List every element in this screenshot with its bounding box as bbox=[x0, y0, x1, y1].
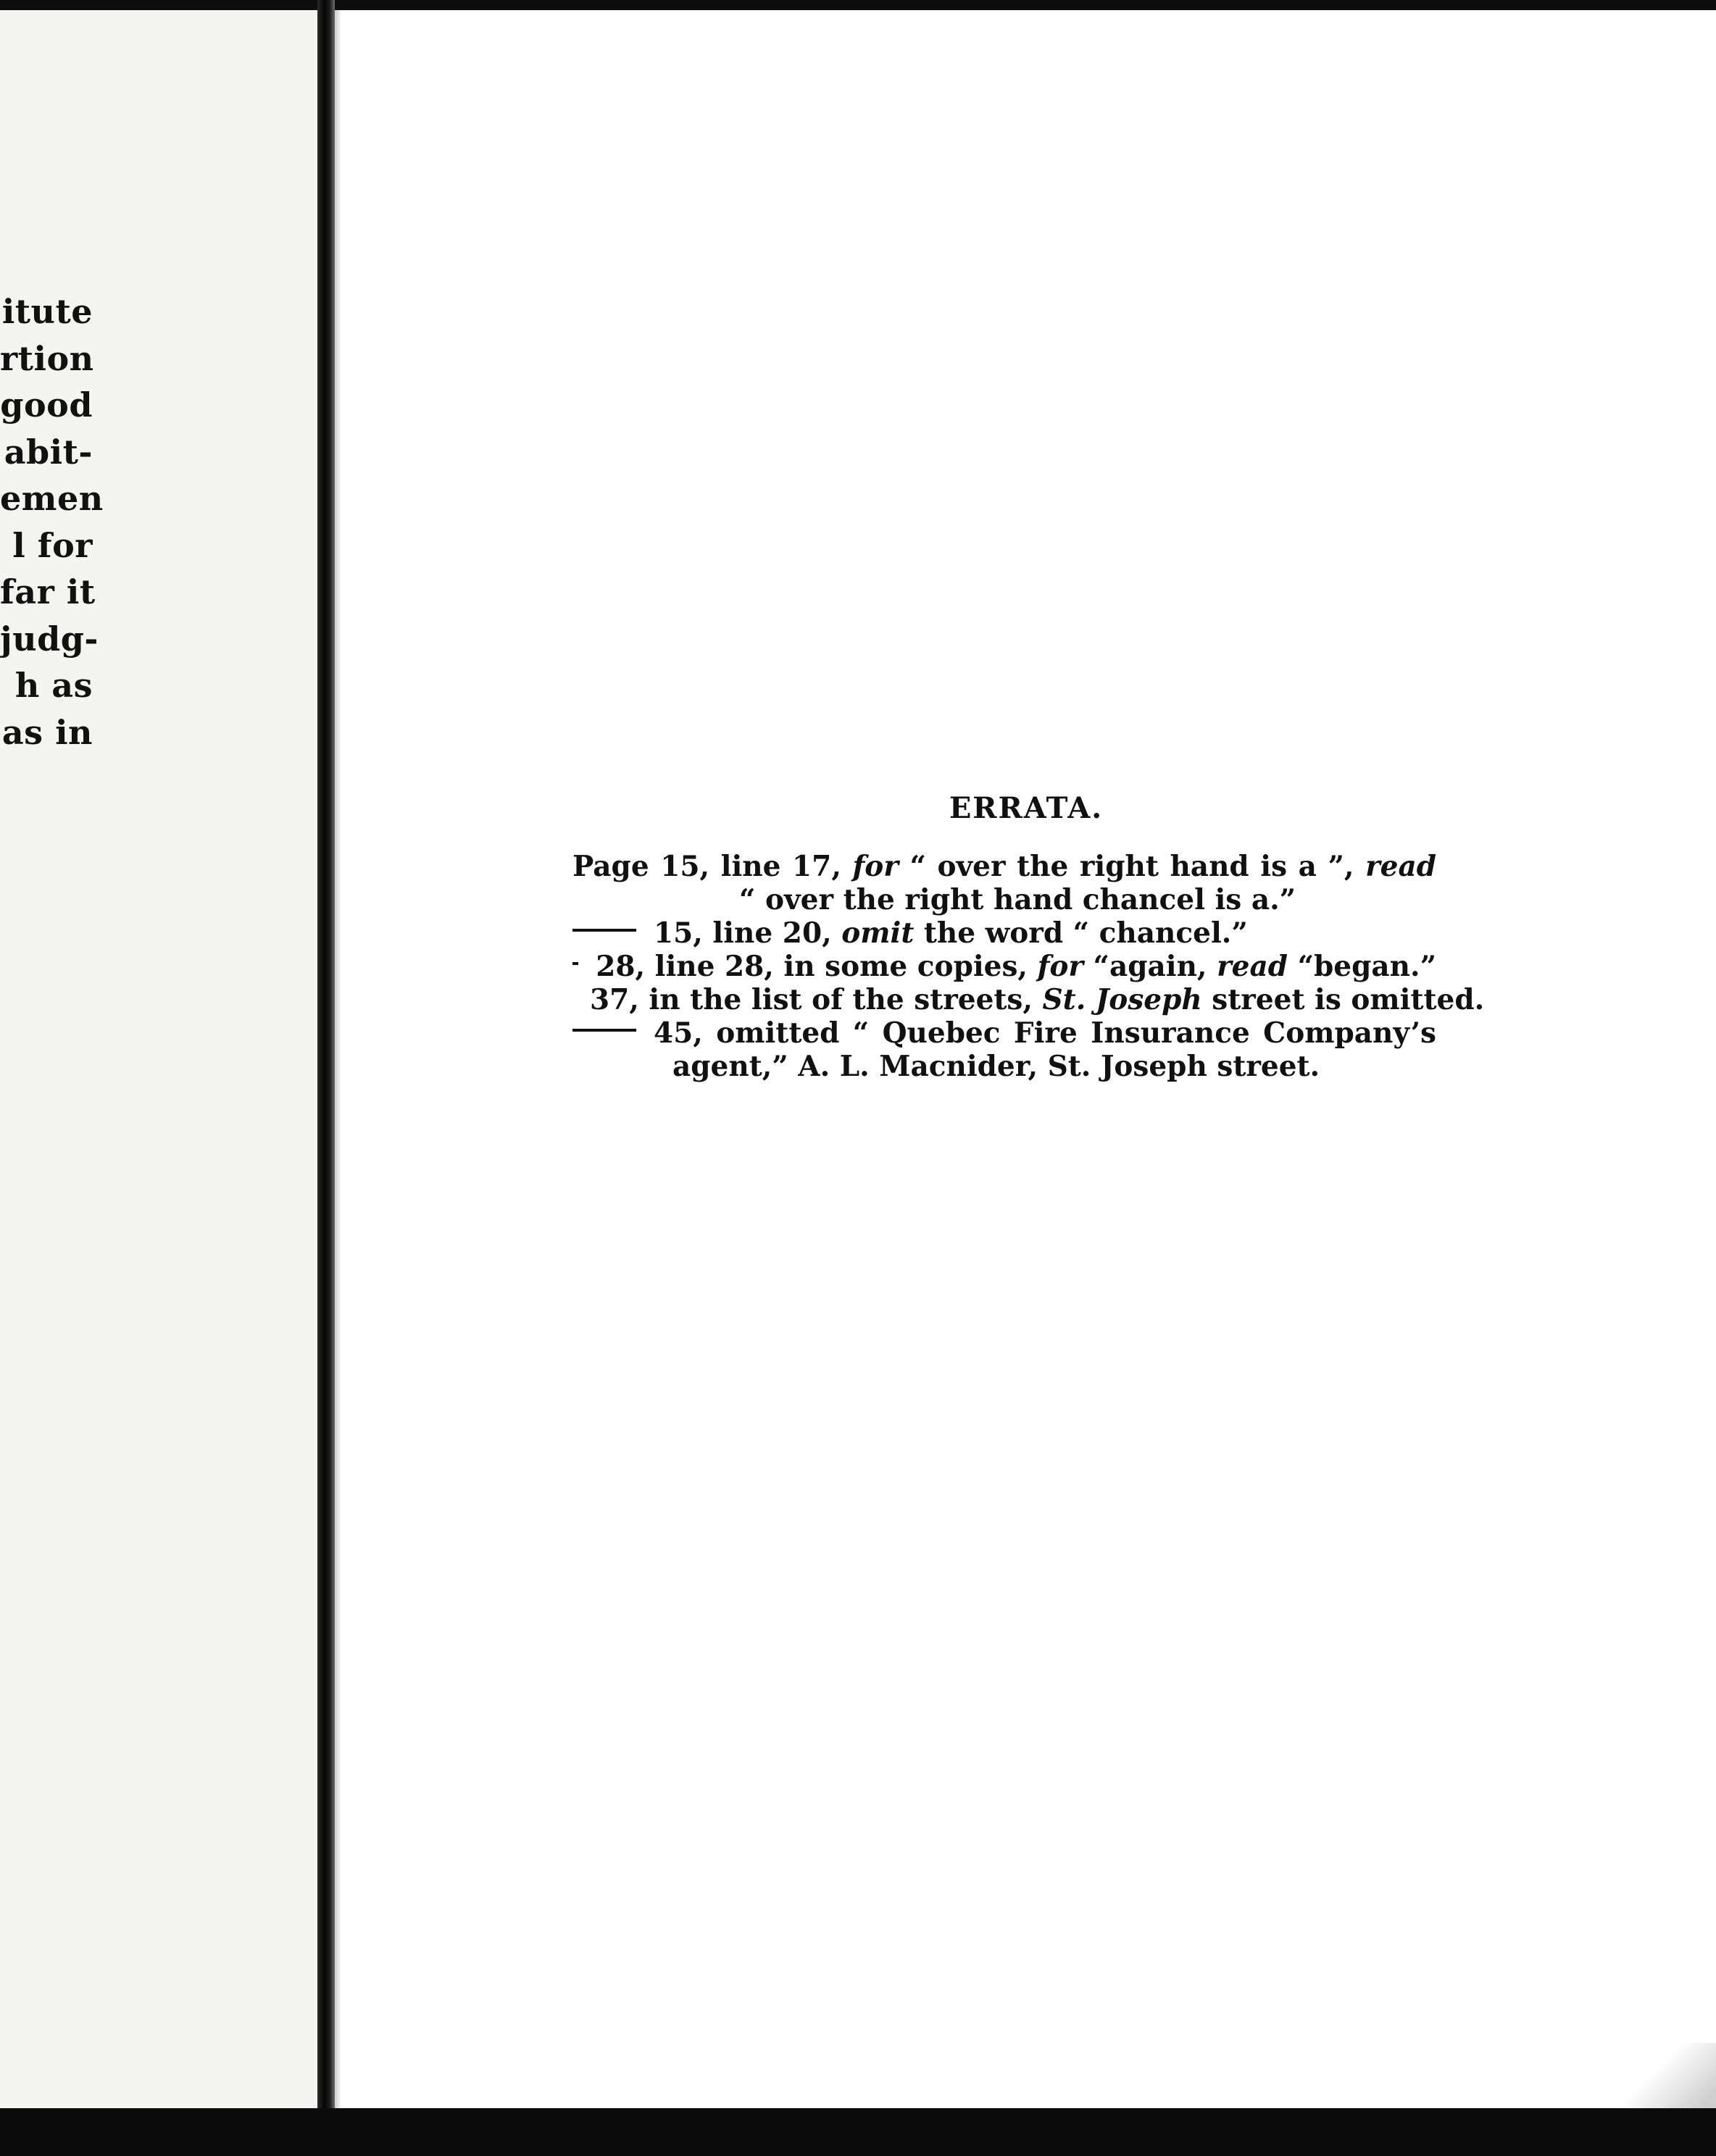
left-line-6: l for bbox=[12, 525, 93, 565]
page-corner-shadow bbox=[1616, 2043, 1716, 2108]
gutter-edge bbox=[335, 10, 341, 2108]
entry-4-correction: street is omitted. bbox=[1212, 983, 1485, 1016]
entry-1-ref: Page 15, line 17, bbox=[572, 850, 841, 883]
errata-entry-2 bbox=[572, 916, 1436, 950]
left-line-2: rtion bbox=[0, 338, 94, 378]
left-line-5: emen bbox=[0, 479, 104, 518]
errata-title: ERRATA. bbox=[949, 791, 1104, 825]
book-gutter bbox=[317, 0, 335, 2108]
left-line-10: as in bbox=[1, 712, 93, 752]
entry-3-ref: 28, line 28, in some copies, bbox=[596, 950, 1028, 983]
left-line-8: judg- bbox=[0, 619, 99, 659]
entry-2-ref: 15, line 20, bbox=[654, 916, 832, 950]
entry-3-correction: “began.” bbox=[1297, 950, 1436, 983]
entry-4-text bbox=[590, 983, 1484, 1016]
entry-5-line-1 bbox=[572, 1016, 1436, 1050]
errata-section bbox=[572, 791, 1485, 1083]
left-line-3: good bbox=[0, 385, 93, 425]
entry-4-street: St. Joseph bbox=[1042, 983, 1202, 1016]
entry-5-text: 45, omitted “ Quebec Fire Insurance Company’s bbox=[654, 1016, 1436, 1050]
left-line-4: abit- bbox=[4, 432, 93, 472]
entry-3-for: for bbox=[1037, 950, 1083, 983]
errata-entry-5 bbox=[572, 1016, 1436, 1083]
entry-1-line-2: “ over the right hand chancel is a.” bbox=[739, 883, 1296, 916]
entry-3-wrong-text: “again, bbox=[1093, 950, 1207, 983]
entry-3-text bbox=[596, 950, 1436, 983]
entry-2-correction: the word “ chancel.” bbox=[923, 916, 1248, 950]
left-line-9: h as bbox=[14, 666, 93, 705]
errata-entry-3 bbox=[572, 950, 1436, 983]
left-page-text-column bbox=[0, 288, 104, 756]
left-page bbox=[0, 10, 319, 2108]
left-line-7: far it bbox=[0, 572, 96, 611]
entry-4-ref: 37, in the list of the streets, bbox=[590, 983, 1033, 1016]
errata-entry-4 bbox=[572, 983, 1485, 1016]
scan-top-border bbox=[0, 0, 1716, 10]
scan-bottom-border bbox=[0, 2108, 1716, 2156]
left-line-1: itute bbox=[1, 292, 93, 331]
errata-entry-1 bbox=[572, 850, 1436, 916]
entry-1-line-1 bbox=[572, 850, 1436, 883]
entry-1-for: for bbox=[852, 850, 899, 883]
entry-2-omit: omit bbox=[841, 916, 915, 950]
entry-5-line-2: agent,” A. L. Macnider, St. Joseph street. bbox=[672, 1050, 1320, 1083]
ditto-dash bbox=[572, 1029, 636, 1032]
entry-1-wrong-text: “ over the right hand is a ”, bbox=[909, 850, 1354, 883]
ditto-dash bbox=[572, 929, 636, 932]
entry-3-read: read bbox=[1217, 950, 1288, 983]
entry-2-text bbox=[654, 916, 1248, 950]
ditto-dash bbox=[572, 962, 578, 965]
entry-1-read: read bbox=[1365, 850, 1437, 883]
